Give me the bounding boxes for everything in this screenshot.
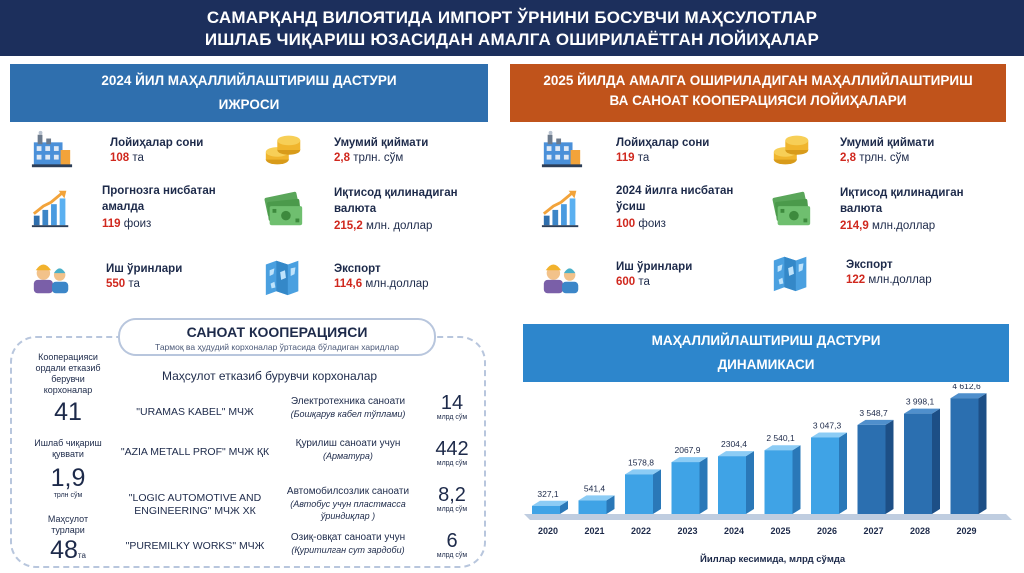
growth-chart-icon [30,188,74,228]
chart-header-line2: ДИНАМИКАСИ [717,357,815,372]
bar-side [700,457,708,514]
stat-label: Экспорт [846,259,893,271]
left-stat-total-value [262,130,482,174]
x-tick-label: 2028 [909,526,931,536]
data-label: 3 548,7 [859,407,888,418]
stat-label: Лойиҳалар сони [110,137,204,149]
page-title-line1: САМАРҚАНД ВИЛОЯТИДА ИМПОРТ ЎРНИНИ БОСУВЧИ МАҲСУЛОТЛАР [206,8,818,27]
enterprise-industry: Автомобилсозлик саноати (Автобус учун пластмасса ўриндиқлар ) [286,486,410,521]
x-tick-label: 2027 [863,526,884,536]
coop-stat-capacity [30,438,106,499]
left-header-line2: ИЖРОСИ [218,97,280,112]
x-tick-label: 2020 [537,526,559,536]
left-stat-currency [262,188,482,238]
stat-label-2: валюта [840,203,883,215]
workers-icon [540,256,584,296]
left-stat-projects [30,130,230,174]
enterprise-value: 6 млрд сўм [436,530,468,559]
data-label: 3 047,3 [812,420,842,431]
enterprise-industry: Озиқ-овқат саноати учун (Қуритилган сут зардоби) [290,532,406,555]
right-stat-total-value [770,130,1000,174]
stat-value: 119 фоиз [102,218,152,230]
bar-chart [520,384,1014,540]
data-label: 2304,4 [721,439,747,450]
enterprise-industry: Электротехника саноати (Бошқарув кабел тўплами) [290,396,406,419]
coop-stat-unit: та [77,551,86,560]
stat-value: 550 та [106,278,140,290]
enterprise-value: 442 млрд сўм [435,438,469,467]
stat-label-2: ўсиш [616,201,646,213]
coop-stat-products [30,514,106,564]
bar [672,462,700,514]
left-stat-export [262,256,482,300]
chart-header-line1: МАҲАЛЛИЙЛАШТИРИШ ДАСТУРИ [651,333,881,348]
coop-stat-value-row [30,536,106,564]
data-label: 327,1 [537,488,559,499]
bar [718,456,746,514]
factory-icon [540,130,584,170]
bar-side [839,432,847,514]
coop-stat-caption: Кооперацияси ордали етказиб берувчи корхоналар [35,352,101,395]
stat-label: 2024 йилга нисбатан [616,185,734,197]
world-map-icon [262,256,306,296]
stat-label: Иш ўринлари [106,263,183,275]
cooperation-title: САНОАТ КООПЕРАЦИЯСИ [186,324,368,340]
coop-stat-value: 41 [54,398,82,426]
stat-value: 114,6 млн.доллар [334,278,429,290]
stat-value: 122 млн.доллар [846,274,932,286]
x-tick-label: 2026 [816,526,838,536]
title-banner [0,0,1024,56]
stat-label: Иқтисод қилинадиган [840,187,964,199]
right-panel-header [510,64,1006,122]
enterprise-industry: Қурилиш саноати учун (Арматура) [295,438,401,461]
right-header-line1: 2025 ЙИЛДА АМАЛГА ОШИРИЛАДИГАН МАҲАЛЛИЙЛАШТИРИШ [543,73,973,88]
data-label: 2067,9 [674,445,701,456]
bar-side [653,469,661,514]
enterprise-list-header: Маҳсулот етказиб бурувчи корхоналар [162,369,378,383]
right-stat-export [770,252,1000,296]
enterprise-name: "PUREMILKY WORKS" МЧЖ [125,540,265,552]
stat-value: 2,8 трлн. сўм [334,152,404,164]
workers-icon [30,256,74,296]
bar [625,474,653,514]
coins-icon [770,130,814,170]
x-tick-label: 2023 [677,526,698,536]
bar-side [932,409,940,514]
right-stat-projects [540,130,740,174]
chart-footer: Йиллар кесимида, млрд сўмда [700,554,846,565]
left-stat-jobs [30,256,230,300]
bar-side [886,420,894,514]
bar [579,500,607,514]
stat-value: 600 та [616,276,650,288]
enterprise-name: "URAMAS KABEL" МЧЖ [136,406,254,418]
data-label: 1578,8 [628,457,654,468]
right-stat-growth [540,185,740,238]
right-header-line2: ВА САНОАТ КООПЕРАЦИЯСИ ЛОЙИҲАЛАРИ [609,93,907,108]
stat-value: 215,2 млн. доллар [334,220,433,232]
stat-value: 214,9 млн.доллар [840,220,936,232]
bar-side [979,393,987,514]
data-label: 3 998,1 [905,396,935,407]
bar [765,450,793,514]
stat-label: Прогнозга нисбатан [102,185,216,197]
money-icon [770,188,814,228]
enterprise-value: 8,2 млрд сўм [436,484,468,513]
stat-label-2: валюта [334,203,377,215]
x-tick-label: 2024 [723,526,745,536]
stat-value: 100 фоиз [616,218,666,230]
stat-label: Умумий қиймати [334,137,429,149]
right-stat-jobs [540,256,740,300]
left-header-line1: 2024 ЙИЛ МАҲАЛЛИЙЛАШТИРИШ ДАСТУРИ [101,73,397,88]
growth-chart-icon [540,188,584,228]
enterprise-name: "LOGIC AUTOMOTIVE AND ENGINEERING" МЧЖ ХК [128,492,262,517]
chart-header [523,324,1009,382]
bar [811,437,839,514]
x-tick-label: 2025 [770,526,791,536]
cooperation-subtitle: Тармоқ ва ҳудудий корхоналар ўртасида бўладиган харидлар [155,342,399,352]
stat-value: 2,8 трлн. сўм [840,152,910,164]
left-panel-header [10,64,488,122]
data-label: 541,4 [583,483,606,494]
x-tick-label: 2029 [956,526,977,536]
stat-label: Умумий қиймати [840,137,935,149]
data-label: 2 540,1 [766,433,795,444]
bar [532,506,560,514]
cooperation-title-pill [118,318,436,356]
stat-label: Лойиҳалар сони [616,137,710,149]
stat-label: Иш ўринлари [616,261,693,273]
x-tick-label: 2022 [630,526,652,536]
data-label: 4 612,6 [952,384,981,392]
coop-stat-value: 1,9 [50,464,86,492]
stat-value: 119 та [616,152,650,164]
bar [858,425,886,514]
coop-stat-caption: Ишлаб чиқариш қуввати [34,438,102,459]
stat-value: 108 та [110,152,144,164]
factory-icon [30,130,74,170]
coins-icon [262,130,306,170]
bar [904,414,932,514]
enterprise-value: 14 млрд сўм [436,392,468,421]
money-icon [262,188,306,228]
enterprise-name: "AZIA METALL PROF" МЧЖ ҚК [120,446,270,458]
world-map-icon [770,252,814,292]
coop-stat-suppliers [30,352,106,426]
stat-label: Экспорт [334,263,381,275]
bar-side [746,451,754,514]
right-stat-currency [770,188,1000,238]
chart-base [524,514,1012,520]
coop-stat-caption: Маҳсулот турлари [47,514,89,535]
coop-stat-unit: трлн сўм [53,492,83,499]
left-stat-forecast [30,185,230,238]
page-title-line2: ИШЛАБ ЧИҚАРИШ ЮЗАСИДАН АМАЛГА ОШИРИЛАЁТГАН ЛОЙИҲАЛАР [204,30,820,49]
bar-side [793,445,801,514]
stat-label: Иқтисод қилинадиган [334,187,458,199]
stat-label-2: амалда [102,201,145,213]
x-tick-label: 2021 [584,526,605,536]
bar [951,398,979,514]
coop-stat-value: 48 [50,536,78,564]
